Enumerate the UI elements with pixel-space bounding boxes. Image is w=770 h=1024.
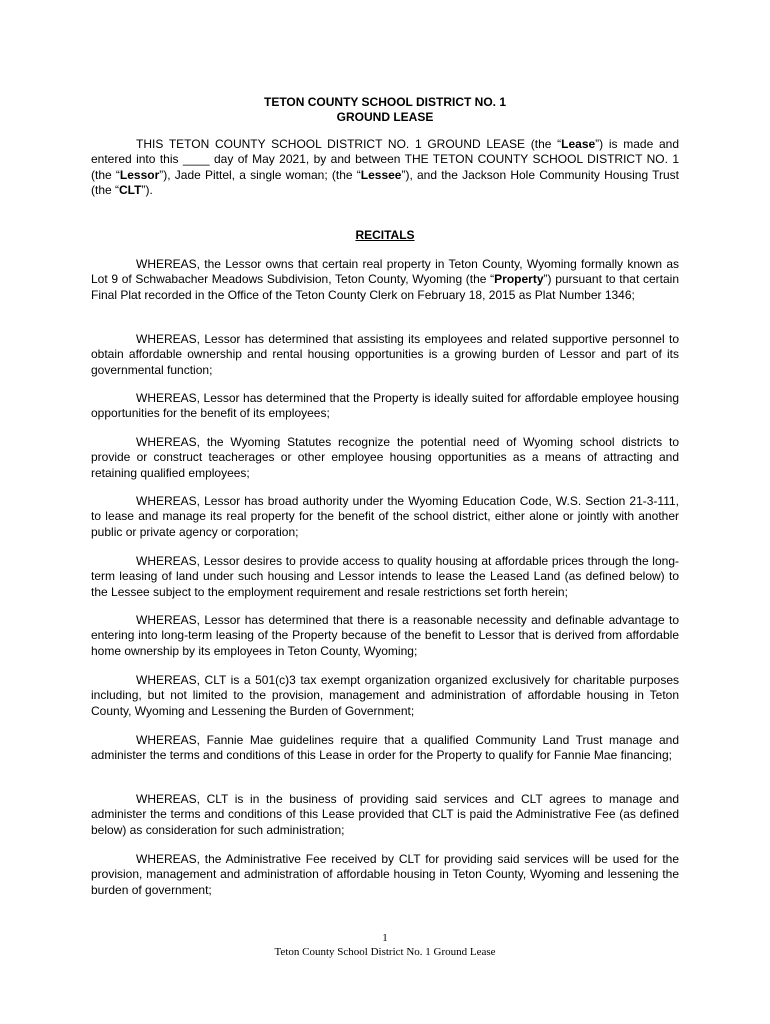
recital-paragraph: WHEREAS, the Administrative Fee received by CLT for providing said services will be used for the provision, management and administration of affordable housing in Teton County, Wyoming and lessening the burden of government; [91, 852, 679, 897]
recitals-heading: RECITALS [355, 228, 415, 242]
recital-paragraph: WHEREAS, Lessor has determined that assisting its employees and related supportive personnel to obtain affordable ownership and rental housing opportunities is a growing burden of Lessor and part of its governmental function; [91, 332, 679, 377]
document-subtitle: GROUND LEASE [336, 110, 434, 124]
defined-term-lease: Lease [561, 137, 596, 151]
recital-paragraph: WHEREAS, Lessor desires to provide access to quality housing at affordable prices through the long-term leasing of land under such housing and Lessor intends to lease the Leased Land (as defined below) to the Lessee subject to the employment requirement and resale restrictions set forth herein; [91, 554, 679, 599]
recital-paragraph: WHEREAS, the Lessor owns that certain real property in Teton County, Wyoming formally known as Lot 9 of Schwabacher Meadows Subdivision, Teton County, Wyoming (the “Property”) pursuant to that certain Final Plat recorded in the Office of the Teton County Clerk on February 18, 2015 as Plat Number 1346; [91, 257, 680, 302]
recital-paragraph: WHEREAS, CLT is a 501(c)3 tax exempt organization organized exclusively for charitable purposes including, but not limited to the provision, management and administration of affordable housing in Teton County, Wyoming and Lessening the Burden of Government; [91, 673, 679, 718]
recital-paragraph: WHEREAS, CLT is in the business of providing said services and CLT agrees to manage and administer the terms and conditions of this Lease provided that CLT is paid the Administrative Fee (as defined below) as consideration for such administration; [91, 792, 679, 837]
defined-term-clt: CLT [119, 183, 142, 198]
defined-term-property: Property [494, 272, 544, 287]
page-number: 1 [382, 932, 388, 944]
recital-paragraph: WHEREAS, Lessor has broad authority under the Wyoming Education Code, W.S. Section 21-3-111, to lease and manage its real property for the benefit of the school district, either alone or jointly with another public or private agency or corporation; [91, 494, 679, 539]
defined-term-lessor: Lessor [119, 167, 160, 182]
defined-term-lessee: Lessee [360, 167, 402, 182]
intro-paragraph: THIS TETON COUNTY SCHOOL DISTRICT NO. 1 GROUND LEASE (the “Lease”) is made and entered into this ____ day of May 2021, by and between THE TETON COUNTY SCHOOL DISTRICT NO. 1 (the “Lessor”), Jade Pittel, a single woman; (the “Lessee”), and the Jackson Hole Community Housing Trust (the “CLT”). [91, 137, 680, 198]
document-title: TETON COUNTY SCHOOL DISTRICT NO. 1 [263, 95, 507, 109]
recital-paragraph: WHEREAS, Fannie Mae guidelines require that a qualified Community Land Trust manage and administer the terms and conditions of this Lease in order for the Property to qualify for Fannie Mae financing; [91, 733, 679, 763]
recital-paragraph: WHEREAS, Lessor has determined that the Property is ideally suited for affordable employee housing opportunities for the benefit of its employees; [91, 391, 679, 421]
recital-paragraph: WHEREAS, Lessor has determined that there is a reasonable necessity and definable advantage to entering into long-term leasing of the Property because of the benefit to Lessor that is derived from affordable home ownership by its employees in Teton County, Wyoming; [91, 613, 679, 658]
recital-paragraph: WHEREAS, the Wyoming Statutes recognize the potential need of Wyoming school districts to provide or construct teacherages or other employee housing opportunities as a means of attracting and retaining qualified employees; [91, 435, 679, 480]
page-footer: Teton County School District No. 1 Ground Lease [274, 946, 496, 958]
